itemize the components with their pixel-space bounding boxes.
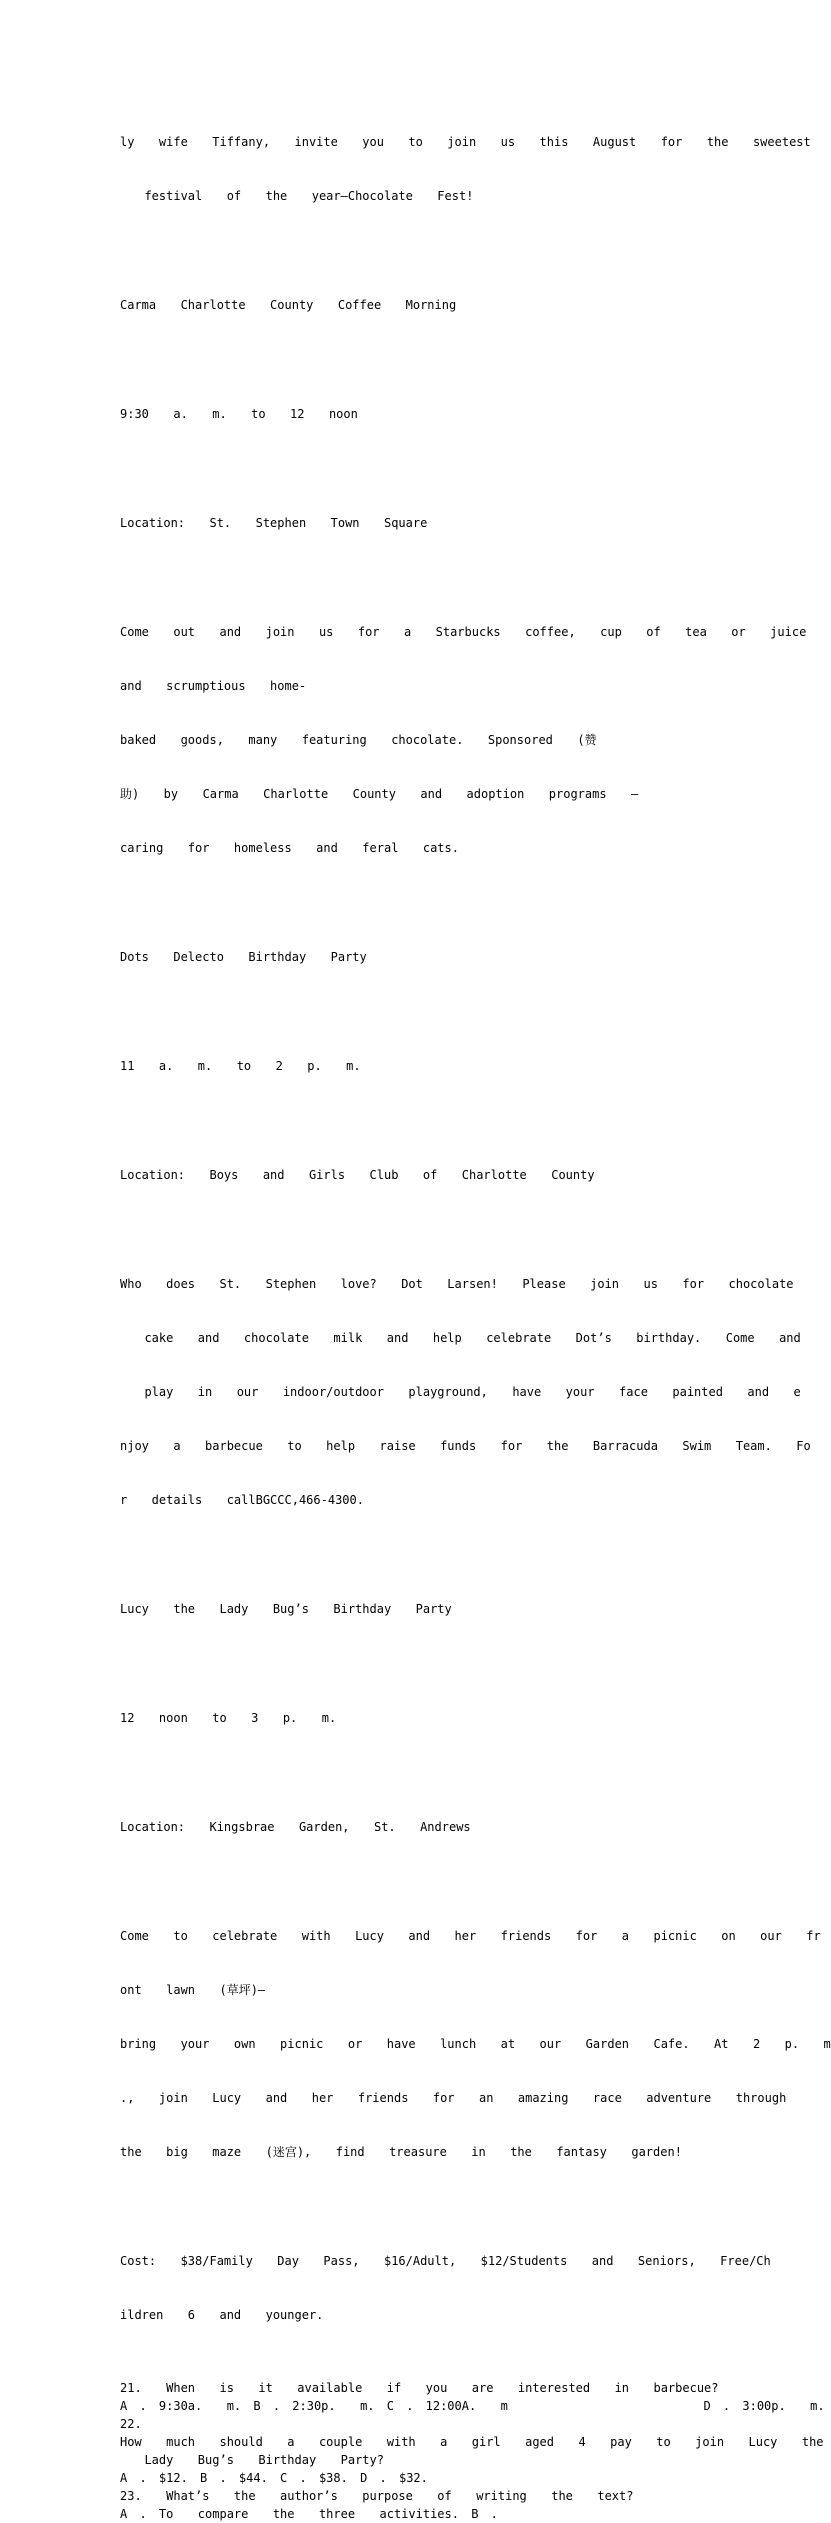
document-body <box>120 97 831 2523</box>
event-time <box>120 369 676 459</box>
event-description-line: r details callBGCCC,466-4300. <box>120 1493 364 1507</box>
event-description-line: and scrumptious home- <box>120 679 307 693</box>
event-description-line: Who does St. Stephen love? Dot Larsen! Please join us for chocolate <box>120 1277 794 1291</box>
event-time <box>120 1673 676 1763</box>
intro-paragraph <box>120 97 811 241</box>
event-time-text: 11 a. m. to 2 p. m. <box>120 1059 361 1073</box>
event-description-line: Come to celebrate with Lucy and her friends for a picnic on our fr <box>120 1929 821 1943</box>
event-title-text: Lucy the Lady Bug’s Birthday Party <box>120 1602 452 1616</box>
event-title <box>120 912 676 1002</box>
event-description-line: bring your own picnic or have lunch at our Garden Cafe. At 2 p. m <box>120 2037 831 2051</box>
event-description-line: 助) by Carma Charlotte County and adoption programs — <box>120 787 639 801</box>
event-title-text: Dots Delecto Birthday Party <box>120 950 367 964</box>
question-line: A . $12. B . $44. C . $38. D . $32. <box>120 2471 428 2485</box>
question-line: A . To compare the three activities. B . <box>120 2507 498 2521</box>
event-description-line: baked goods, many featuring chocolate. Sponsored (赞 <box>120 733 597 747</box>
event-location-text: Location: Boys and Girls Club of Charlotte County <box>120 1168 595 1182</box>
event-location <box>120 478 676 568</box>
event-cost-line: Cost: $38/Family Day Pass, $16/Adult, $12/Students and Seniors, Free/Ch <box>120 2254 771 2268</box>
event-location <box>120 1782 676 1872</box>
event-description-line: cake and chocolate milk and help celebrate Dot’s birthday. Come and <box>120 1331 801 1345</box>
event-description-line: ont lawn (草坪)— <box>120 1983 266 1997</box>
event-location-text: Location: Kingsbrae Garden, St. Andrews <box>120 1820 471 1834</box>
event-description <box>120 587 807 893</box>
event-description <box>120 1891 831 2197</box>
event-cost <box>120 2216 771 2360</box>
question-line: Lady Bug’s Birthday Party? <box>120 2453 384 2467</box>
event-description-line: play in our indoor/outdoor playground, have your face painted and e <box>120 1385 801 1399</box>
questions-section <box>120 2379 825 2523</box>
event-description-line: Come out and join us for a Starbucks coffee, cup of tea or juice <box>120 625 807 639</box>
event-title <box>120 260 676 350</box>
event-description-line: ., join Lucy and her friends for an amazing race adventure through <box>120 2091 787 2105</box>
question-line: 21. When is it available if you are interested in barbecue? <box>120 2381 719 2395</box>
event-description-line: njoy a barbecue to help raise funds for the Barracuda Swim Team. Fo <box>120 1439 811 1453</box>
event-time <box>120 1021 676 1111</box>
question-line: A . 9:30a. m. B . 2:30p. m. C . 12:00A. m D . 3:00p. m. <box>120 2399 825 2413</box>
event-location <box>120 1130 676 1220</box>
event-location-text: Location: St. Stephen Town Square <box>120 516 428 530</box>
intro-line: ly wife Tiffany, invite you to join us this August for the sweetest <box>120 135 811 149</box>
event-cost-line: ildren 6 and younger. <box>120 2308 324 2322</box>
question-line: 23. What’s the author’s purpose of writing the text? <box>120 2489 634 2503</box>
event-time-text: 12 noon to 3 p. m. <box>120 1711 337 1725</box>
event-title-text: Carma Charlotte County Coffee Morning <box>120 298 457 312</box>
event-title <box>120 1564 676 1654</box>
event-description-line: the big maze (迷宫), find treasure in the fantasy garden! <box>120 2145 682 2159</box>
question-line: 22. <box>120 2417 142 2431</box>
event-description <box>120 1239 811 1545</box>
question-line: How much should a couple with a girl aged 4 pay to join Lucy the <box>120 2435 824 2449</box>
event-description-line: caring for homeless and feral cats. <box>120 841 459 855</box>
intro-line: festival of the year—Chocolate Fest! <box>120 189 474 203</box>
event-time-text: 9:30 a. m. to 12 noon <box>120 407 358 421</box>
